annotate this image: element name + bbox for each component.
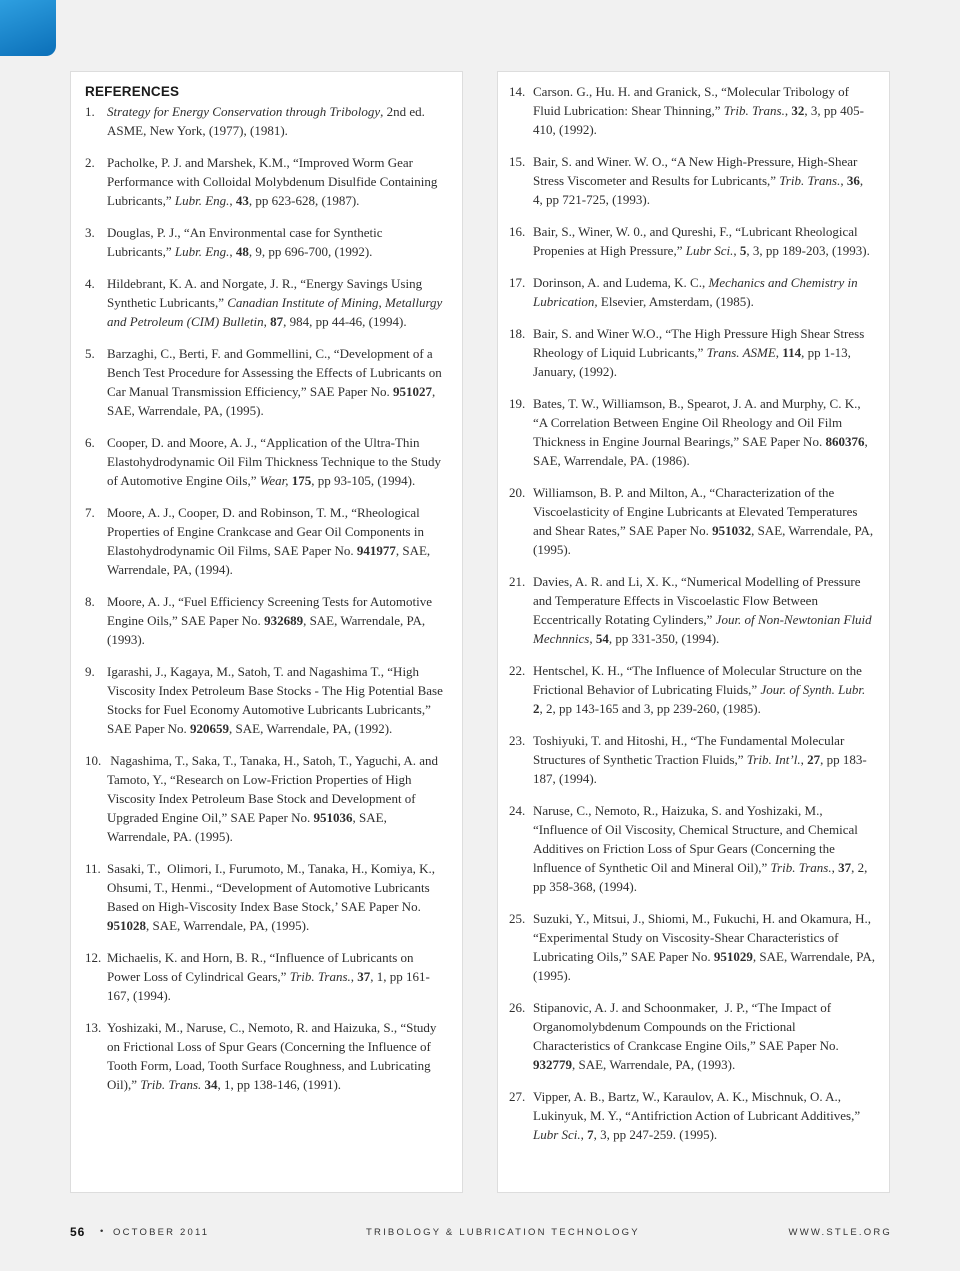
reference-number: 26. xyxy=(509,1000,526,1015)
reference-number: 8. xyxy=(85,594,95,609)
reference-text: Strategy for Energy Conservation through Tribology, 2nd ed. ASME, New York, (1977), (1981). xyxy=(107,104,425,138)
reference-number: 17. xyxy=(509,275,526,290)
reference-item xyxy=(85,274,448,331)
reference-text: Pacholke, P. J. and Marshek, K.M., “Improved Worm Gear Performance with Colloidal Molybdenum Disulfide Containing Lubricants,” Lubr. Eng., 43, pp 623-628, (1987). xyxy=(107,155,438,208)
reference-item xyxy=(509,82,875,139)
reference-text: Suzuki, Y., Mitsui, J., Shiomi, M., Fukuchi, H. and Okamura, H., “Experimental Study on Viscosity-Shear Characteristics of Lubricating Oils,” SAE Paper No. 951029, SAE, Warrendale, PA, (1995). xyxy=(533,911,875,983)
reference-number: 27. xyxy=(509,1089,526,1104)
reference-number: 18. xyxy=(509,326,526,341)
reference-text: Bates, T. W., Williamson, B., Spearot, J. A. and Murphy, C. K., “A Correlation Between Engine Oil Rheology and Oil Film Thickness in Engine Journal Bearings,” SAE Paper No. 860376, SAE, Warrendale, PA. (1986). xyxy=(533,396,868,468)
reference-item xyxy=(85,223,448,261)
reference-text: Michaelis, K. and Horn, B. R., “Influence of Lubricants on Power Loss of Cylindrical Gears,” Trib. Trans., 37, 1, pp 161-167, (1994). xyxy=(107,950,430,1003)
reference-number: 10. xyxy=(85,753,102,768)
page-number: 56 xyxy=(70,1225,86,1239)
reference-number: 9. xyxy=(85,664,95,679)
reference-text: Douglas, P. J., “An Environmental case for Synthetic Lubricants,” Lubr. Eng., 48, 9, pp 696-700, (1992). xyxy=(107,225,383,259)
reference-item xyxy=(509,483,875,559)
reference-text: Cooper, D. and Moore, A. J., “Application of the Ultra-Thin Elastohydrodynamic Oil Film Thickness Technique to the Study of Automotive Engine Oils,” Wear, 175, pp 93-105, (1994). xyxy=(107,435,442,488)
reference-text: Williamson, B. P. and Milton, A., “Characterization of the Viscoelasticity of Engine Lubricants at Elevated Temperatures and Shear Rates,” SAE Paper No. 951032, SAE, Warrendale, PA, (1995). xyxy=(533,485,874,557)
reference-text: Moore, A. J., “Fuel Efficiency Screening Tests for Automotive Engine Oils,” SAE Paper No. 932689, SAE, Warrendale, PA, (1993). xyxy=(107,594,432,647)
reference-text: Carson. G., Hu. H. and Granick, S., “Molecular Tribology of Fluid Lubrication: Shear Thinning,” Trib. Trans., 32, 3, pp 405-410, (1992). xyxy=(533,84,864,137)
reference-number: 5. xyxy=(85,346,95,361)
reference-number: 15. xyxy=(509,154,526,169)
reference-list-left xyxy=(85,102,448,1094)
references-column-left xyxy=(70,71,463,1193)
reference-item xyxy=(85,344,448,420)
reference-item xyxy=(509,661,875,718)
reference-number: 6. xyxy=(85,435,95,450)
reference-item xyxy=(85,153,448,210)
website-link[interactable]: WWW.STLE.ORG xyxy=(788,1227,892,1238)
reference-item xyxy=(85,751,448,846)
reference-number: 23. xyxy=(509,733,526,748)
reference-text: Hentschel, K. H., “The Influence of Molecular Structure on the Frictional Behavior of Lubricating Fluids,” Jour. of Synth. Lubr. 2, 2, pp 143-165 and 3, pp 239-260, (1985). xyxy=(533,663,866,716)
reference-text: Bair, S. and Winer W.O., “The High Pressure High Shear Stress Rheology of Liquid Lubricants,” Trans. ASME, 114, pp 1-13, January, (1992). xyxy=(533,326,865,379)
reference-text: Naruse, C., Nemoto, R., Haizuka, S. and Yoshizaki, M., “Influence of Oil Viscosity, Chemical Structure, and Chemical Additives on Friction Loss of Spur Gears (Concerning the lnfluence of Synthetic Oil and Mineral Oil),” Trib. Trans., 37, 2, pp 358-368, (1994). xyxy=(533,803,868,894)
reference-number: 1. xyxy=(85,104,95,119)
reference-item xyxy=(85,1018,448,1094)
reference-item xyxy=(85,662,448,738)
reference-number: 16. xyxy=(509,224,526,239)
reference-item xyxy=(85,948,448,1005)
reference-text: Toshiyuki, T. and Hitoshi, H., “The Fundamental Molecular Structures of Synthetic Traction Fluids,” Trib. Int’l., 27, pp 183-187, (1994). xyxy=(533,733,867,786)
reference-text: Davies, A. R. and Li, X. K., “Numerical Modelling of Pressure and Temperature Effects in Viscoelastic Flow Between Eccentrically Rotating Cylinders,” Jour. of Non-Newtonian Fluid Mechnnics, 54, pp 331-350, (1994). xyxy=(533,574,872,646)
journal-title: TRIBOLOGY & LUBRICATION TECHNOLOGY xyxy=(366,1227,640,1238)
reference-text: Sasaki, T., Olimori, I., Furumoto, M., Tanaka, H., Komiya, K., Ohsumi, T., Henmi., “Development of Automotive Lubricants Based on High-Viscosity Index Base Stock,’ SAE Paper No. 951028, SAE, Warrendale, PA, (1995). xyxy=(107,861,436,933)
reference-item xyxy=(85,433,448,490)
page-footer xyxy=(70,1226,892,1242)
reference-number: 14. xyxy=(509,84,526,99)
reference-text: Vipper, A. B., Bartz, W., Karaulov, A. K., Mischnuk, O. A., Lukinyuk, M. Y., “Antifriction Action of Lubricant Additives,” Lubr Sci., 7, 3, pp 247-259. (1995). xyxy=(533,1089,861,1142)
reference-number: 3. xyxy=(85,225,95,240)
reference-number: 7. xyxy=(85,505,95,520)
reference-text: Barzaghi, C., Berti, F. and Gommellini, C., “Development of a Bench Test Procedure for Assessing the Effects of Lubricants on Car Manual Transmission Efficiency,” SAE Paper No. 951027, SAE, Warrendale, PA, (1995). xyxy=(107,346,442,418)
issue-date: OCTOBER 2011 xyxy=(113,1227,210,1238)
reference-item xyxy=(509,273,875,311)
reference-item xyxy=(509,152,875,209)
reference-item xyxy=(509,222,875,260)
references-heading: REFERENCES xyxy=(85,84,180,99)
reference-number: 13. xyxy=(85,1020,102,1035)
reference-number: 2. xyxy=(85,155,95,170)
reference-item xyxy=(509,909,875,985)
reference-item xyxy=(509,1087,875,1144)
reference-text: Hildebrant, K. A. and Norgate, J. R., “Energy Savings Using Synthetic Lubricants,” Canadian Institute of Mining, Metallurgy and Petroleum (CIM) Bulletin, 87, 984, pp 44-46, (1994). xyxy=(107,276,443,329)
reference-item xyxy=(509,998,875,1074)
reference-list-right xyxy=(509,82,875,1144)
reference-number: 25. xyxy=(509,911,526,926)
reference-number: 20. xyxy=(509,485,526,500)
footer-separator: • xyxy=(100,1226,106,1237)
reference-number: 22. xyxy=(509,663,526,678)
reference-text: Bair, S. and Winer. W. O., “A New High-Pressure, High-Shear Stress Viscometer and Results for Lubricants,” Trib. Trans., 36, 4, pp 721-725, (1993). xyxy=(533,154,864,207)
reference-item xyxy=(85,102,448,140)
reference-text: Moore, A. J., Cooper, D. and Robinson, T. M., “Rheological Properties of Engine Crankcase and Gear Oil Components in Elastohydrodynamic Oil Films, SAE Paper No. 941977, SAE, Warrendale, PA, (1994). xyxy=(107,505,431,577)
reference-text: Dorinson, A. and Ludema, K. C., Mechanics and Chemistry in Lubrication, Elsevier, Amsterdam, (1985). xyxy=(533,275,858,309)
reference-item xyxy=(85,592,448,649)
reference-number: 21. xyxy=(509,574,526,589)
reference-item xyxy=(509,324,875,381)
reference-item xyxy=(509,801,875,896)
reference-text: Nagashima, T., Saka, T., Tanaka, H., Satoh, T., Yaguchi, A. and Tamoto, Y., “Research on Low-Friction Properties of High Viscosity Index Petroleum Base Stock and Development of Upgraded Engine Oil,” SAE Paper No. 951036, SAE, Warrendale, PA. (1995). xyxy=(107,753,439,844)
reference-number: 11. xyxy=(85,861,101,876)
reference-item xyxy=(509,731,875,788)
reference-item xyxy=(509,572,875,648)
reference-number: 24. xyxy=(509,803,526,818)
reference-item xyxy=(85,859,448,935)
corner-accent-tab xyxy=(0,0,56,56)
reference-text: Bair, S., Winer, W. 0., and Qureshi, F., “Lubricant Rheological Propenies at High Pressure,” Lubr Sci., 5, 3, pp 189-203, (1993). xyxy=(533,224,870,258)
reference-text: Yoshizaki, M., Naruse, C., Nemoto, R. and Haizuka, S., “Study on Frictional Loss of Spur Gears (Concerning the Influence of Tooth Form, Load, Tooth Surface Roughness, and Lubricating Oil),” Trib. Trans. 34, 1, pp 138-146, (1991). xyxy=(107,1020,437,1092)
reference-number: 12. xyxy=(85,950,102,965)
reference-item xyxy=(85,503,448,579)
reference-item xyxy=(509,394,875,470)
reference-number: 4. xyxy=(85,276,95,291)
reference-text: Stipanovic, A. J. and Schoonmaker, J. P., “The Impact of Organomolybdenum Compounds on the Frictional Characteristics of Crankcase Engine Oils,” SAE Paper No. 932779, SAE, Warrendale, PA, (1993). xyxy=(533,1000,839,1072)
reference-number: 19. xyxy=(509,396,526,411)
reference-text: Igarashi, J., Kagaya, M., Satoh, T. and Nagashima T., “High Viscosity Index Petroleum Base Stocks - The Hig Potential Base Stocks for Fuel Economy Automotive Lubricants Lubricants,” SAE Paper No. 920659, SAE, Warrendale, PA, (1992). xyxy=(107,664,443,736)
references-column-right xyxy=(497,71,890,1193)
